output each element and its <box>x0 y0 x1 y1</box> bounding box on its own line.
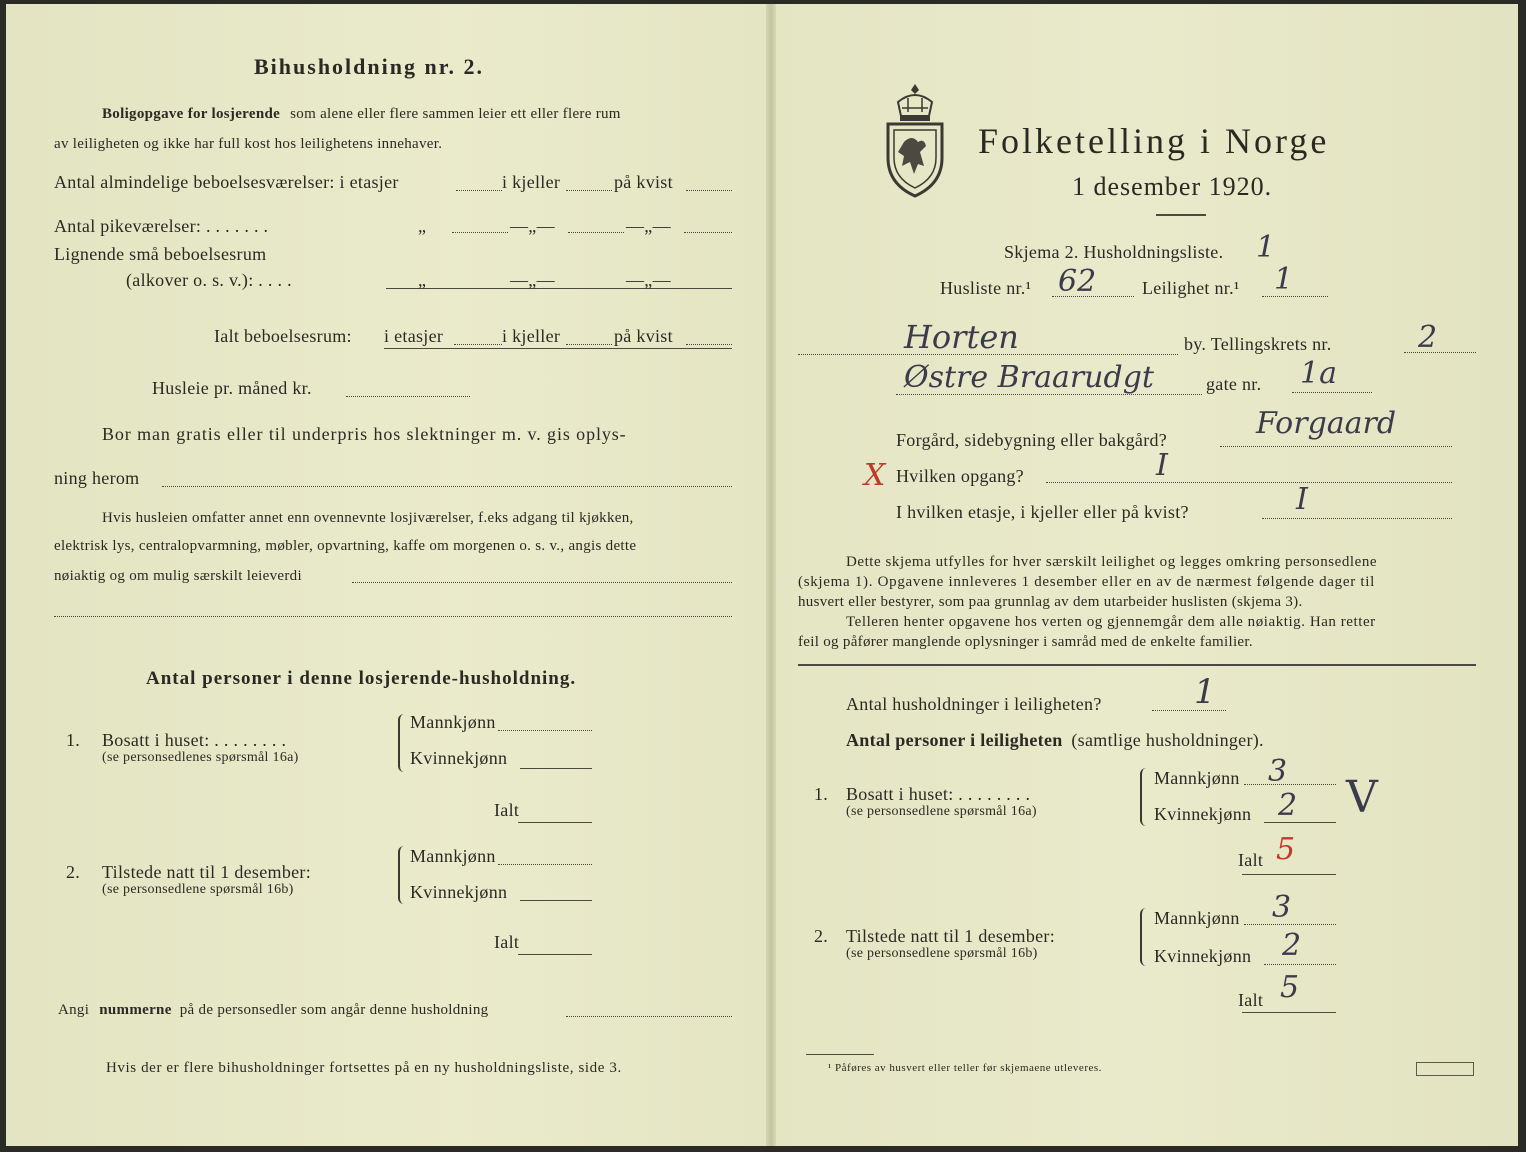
rooms-row-label: Antal almindelige beboelsesværelser: i etasjer <box>54 172 399 192</box>
angi-line <box>58 1002 488 1019</box>
right-item1-kvinne: Kvinnekjønn <box>1154 804 1252 824</box>
printer-stamp <box>1416 1062 1474 1076</box>
skjema-mark: 1 <box>1256 230 1276 265</box>
left-item2-brace <box>398 846 410 904</box>
krets-value: 2 <box>1418 320 1438 355</box>
info-line-c: husvert eller bestyrer, som paa grunnlag av dem utarbeider huslisten (skjema 3). <box>798 594 1303 610</box>
left-item1-sub: (se personsedlenes spørsmål 16a) <box>102 750 299 765</box>
forgard-label: Forgård, sidebygning eller bakgård? <box>896 430 1168 450</box>
footnote: ¹ Påføres av husvert eller teller før skjemaene utleveres. <box>828 1062 1102 1074</box>
info-line-b: (skjema 1). Opgavene innleveres 1 desember eller en av de nærmest følgende dager til <box>798 574 1375 590</box>
right-item1-kvinne-value: 2 <box>1278 788 1298 823</box>
husleie-line <box>346 396 470 397</box>
ialt-rooms-label: Ialt beboelsesrum: <box>214 326 352 346</box>
small-ditto-2: —„— <box>510 270 555 290</box>
left-item1-ialt-line <box>518 822 592 823</box>
left-item2-label: Tilstede natt til 1 desember: <box>102 862 312 882</box>
left-item2-ialt: Ialt <box>494 932 520 952</box>
opgang-value: I <box>1156 448 1168 483</box>
krets-line <box>1404 352 1476 353</box>
flere-note: Hvis der er flere bihusholdninger fortsettes på en ny husholdningsliste, side 3. <box>106 1060 622 1076</box>
ialt-underline <box>384 348 732 349</box>
pike-ditto: „ <box>418 216 427 236</box>
left-item1-mann: Mannkjønn <box>410 712 496 732</box>
pike-label: Antal pikeværelser: . . . . . . . <box>54 216 269 236</box>
angi-bold: nummerne <box>99 1002 172 1018</box>
husleie-label: Husleie pr. måned kr. <box>152 378 312 398</box>
rooms-etasjer-line <box>456 190 502 191</box>
info-rule <box>798 664 1476 666</box>
skjema-label: Skjema 2. Husholdningsliste. <box>1004 242 1224 262</box>
note-line-b: elektrisk lys, centralopvarmning, møbler, opvartning, kaffe om morgenen o. s. v., angis dette <box>54 538 637 554</box>
left-heading: Bihusholdning nr. 2. <box>254 54 484 79</box>
pike-ditto-2: —„— <box>510 216 555 236</box>
info-line-e: feil og påfører manglende oplysninger i samråd med de enkelte familier. <box>798 634 1253 650</box>
rooms-kjeller-line <box>566 190 612 191</box>
hush-value: 1 <box>1194 672 1216 712</box>
left-item1-kvinne: Kvinnekjønn <box>410 748 508 768</box>
left-item2-ialt-line <box>518 954 592 955</box>
leilighet-line <box>1262 296 1328 297</box>
title-rule <box>1156 214 1206 216</box>
left-item1-ialt: Ialt <box>494 800 520 820</box>
intro-line-1 <box>102 106 621 123</box>
husliste-line <box>1052 296 1134 297</box>
census-sheet <box>6 4 1518 1146</box>
right-item2-label: Tilstede natt til 1 desember: <box>846 926 1056 946</box>
note-line-c: nøiaktig og om mulig særskilt leieverdi <box>54 568 302 584</box>
info-line-d: Telleren henter opgavene hos verten og gjennemgår dem alle nøiaktig. Han retter <box>846 614 1376 630</box>
census-title: Folketelling i Norge <box>978 121 1330 161</box>
footnote-rule <box>806 1054 874 1055</box>
left-item2-kvinne-line <box>520 900 592 901</box>
left-item2-mann-line <box>498 864 592 865</box>
persons-bold: Antal personer i leiligheten <box>846 730 1063 750</box>
left-item1-label: Bosatt i huset: . . . . . . . . <box>102 730 287 750</box>
street-value: Østre Braarudgt <box>904 360 1154 395</box>
pike-ditto-3: —„— <box>626 216 671 236</box>
pike-line-1 <box>452 232 508 233</box>
left-item1-brace <box>398 714 410 772</box>
right-item2-ialt-value: 5 <box>1280 970 1300 1005</box>
check-mark: V <box>1346 772 1378 823</box>
by-label: by. Tellingskrets nr. <box>1184 334 1332 354</box>
ialt-kjeller: i kjeller <box>502 326 561 346</box>
angi-fill-line <box>566 1016 732 1017</box>
right-item2-ialt-line <box>1242 1012 1336 1013</box>
gate-label: gate nr. <box>1206 374 1262 394</box>
opgang-line <box>1046 482 1452 483</box>
hush-label: Antal husholdninger i leiligheten? <box>846 694 1102 714</box>
ialt-etasjer: i etasjer <box>384 326 444 346</box>
forgard-value: Forgaard <box>1256 406 1397 441</box>
right-item2-mann-value: 3 <box>1272 890 1292 925</box>
pike-line-3 <box>684 232 732 233</box>
right-item1-label: Bosatt i huset: . . . . . . . . <box>846 784 1031 804</box>
angi-b: på de personsedler som angår denne husholdning <box>179 1002 489 1018</box>
right-item2-sub: (se personsedlene spørsmål 16b) <box>846 946 1038 961</box>
etasje-line <box>1262 518 1452 519</box>
angi-a: Angi <box>58 1002 90 1018</box>
right-item1-sub: (se personsedlene spørsmål 16a) <box>846 804 1037 819</box>
persons-rest: (samtlige husholdninger). <box>1071 730 1264 750</box>
opgang-label: Hvilken opgang? <box>896 466 1024 486</box>
gate-line <box>1292 392 1372 393</box>
right-item1-ialt-line <box>1242 874 1336 875</box>
etasje-value: I <box>1296 482 1308 517</box>
right-item2-kvinne-value: 2 <box>1282 928 1302 963</box>
info-line-a: Dette skjema utfylles for hver særskilt leilighet og legges omkring personsedlene <box>846 554 1378 570</box>
note-extra-line <box>54 616 732 617</box>
small-ditto: „ <box>418 270 427 290</box>
page-fold <box>766 4 776 1146</box>
gratis-line-a: Bor man gratis eller til underpris hos slektninger m. v. gis oplys- <box>102 424 627 444</box>
right-persons-heading <box>846 730 1264 751</box>
intro-bold: Boligopgave for losjerende <box>102 106 281 122</box>
gratis-line-b: ning herom <box>54 468 140 488</box>
rooms-kvist: på kvist <box>614 172 673 192</box>
ialt-kvist: på kvist <box>614 326 673 346</box>
ialt-etasjer-line <box>454 344 502 345</box>
left-persons-heading: Antal personer i denne losjerende-husholdning. <box>146 668 577 689</box>
right-item1-kvinne-line <box>1264 822 1336 823</box>
hush-line <box>1152 710 1226 711</box>
left-item2-kvinne: Kvinnekjønn <box>410 882 508 902</box>
pike-line-2 <box>568 232 624 233</box>
left-item2-mann: Mannkjønn <box>410 846 496 866</box>
right-item1-mann-value: 3 <box>1268 754 1288 789</box>
coat-of-arms-icon <box>882 82 948 200</box>
left-item2-sub: (se personsedlene spørsmål 16b) <box>102 882 294 897</box>
left-item1-num: 1. <box>66 730 81 750</box>
right-item2-brace <box>1140 908 1152 966</box>
rooms-kvist-line <box>686 190 732 191</box>
right-item2-num: 2. <box>814 926 829 946</box>
right-item2-kvinne-line <box>1264 964 1336 965</box>
leilighet-label: Leilighet nr.¹ <box>1142 278 1240 298</box>
small-rooms-label-b: (alkover o. s. v.): . . . . <box>126 270 292 290</box>
right-item1-ialt: Ialt <box>1238 850 1264 870</box>
right-item2-mann-line <box>1244 924 1336 925</box>
small-rooms-label-a: Lignende små beboelsesrum <box>54 244 267 264</box>
gratis-line <box>162 486 732 487</box>
right-item2-ialt: Ialt <box>1238 990 1264 1010</box>
right-item1-ialt-value: 5 <box>1276 832 1296 867</box>
left-item2-num: 2. <box>66 862 81 882</box>
left-item1-kvinne-line <box>520 768 592 769</box>
etasje-label: I hvilken etasje, i kjeller eller på kvist? <box>896 502 1189 522</box>
right-item2-kvinne: Kvinnekjønn <box>1154 946 1252 966</box>
leilighet-value: 1 <box>1274 262 1294 297</box>
small-rooms-underline <box>386 288 732 289</box>
census-date: 1 desember 1920. <box>1072 172 1273 201</box>
husliste-value: 62 <box>1058 264 1097 299</box>
forgard-line <box>1220 446 1452 447</box>
intro-line-2: av leiligheten og ikke har full kost hos leilighetens innehaver. <box>54 136 443 152</box>
ialt-kjeller-line <box>566 344 612 345</box>
right-item2-mann: Mannkjønn <box>1154 908 1240 928</box>
x-mark: X <box>864 458 886 493</box>
city-line <box>798 354 1178 355</box>
city-value: Horten <box>904 318 1019 356</box>
right-item1-mann-line <box>1244 784 1336 785</box>
small-ditto-3: —„— <box>626 270 671 290</box>
intro-rest-1: som alene eller flere sammen leier ett eller flere rum <box>290 106 621 122</box>
ialt-kvist-line <box>686 344 732 345</box>
right-item1-num: 1. <box>814 784 829 804</box>
gate-value: 1a <box>1300 356 1337 391</box>
left-item1-mann-line <box>498 730 592 731</box>
street-line <box>896 394 1202 395</box>
right-item1-brace <box>1140 768 1152 826</box>
husliste-label: Husliste nr.¹ <box>940 278 1032 298</box>
note-line-fill <box>352 582 732 583</box>
rooms-kjeller: i kjeller <box>502 172 561 192</box>
right-item1-mann: Mannkjønn <box>1154 768 1240 788</box>
note-line-a: Hvis husleien omfatter annet enn ovennevnte losjiværelser, f.eks adgang til kjøkken, <box>102 510 634 526</box>
